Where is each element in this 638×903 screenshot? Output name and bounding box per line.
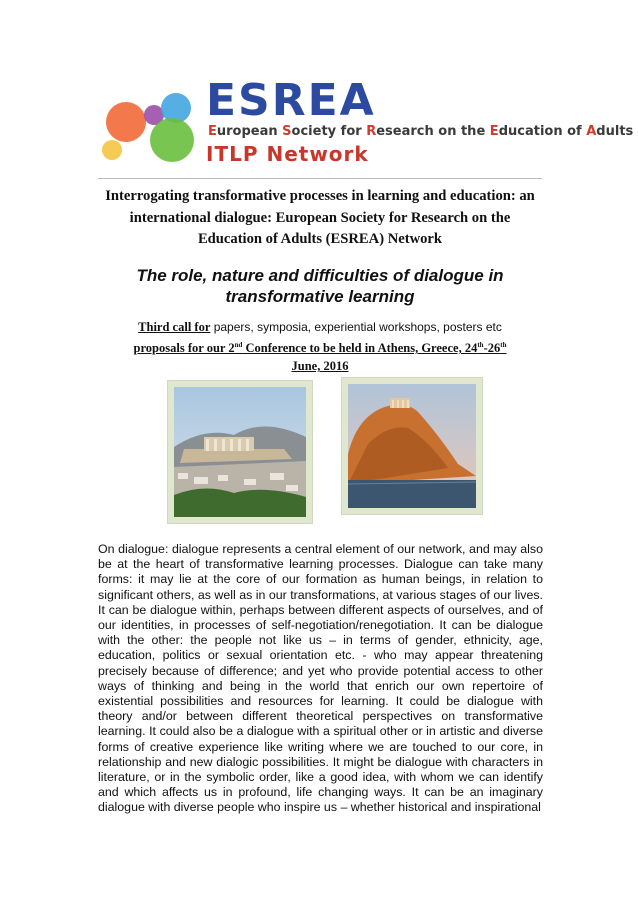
esrea-logo bbox=[98, 75, 634, 178]
acropolis-photo bbox=[168, 381, 312, 523]
document-title: Interrogating transformative processes in learning and education: an international dialogue: European Society for Research on the Education of Adults (ESREA) Network bbox=[105, 188, 535, 247]
sounion-photo bbox=[342, 378, 482, 514]
logo-network-name: ITLP Network bbox=[206, 142, 369, 166]
call-date: June, 2016 bbox=[291, 359, 349, 374]
call-for-papers bbox=[98, 318, 542, 375]
call-conference: proposals for our 2nd Conference to be held in Athens, Greece, 24th-26th bbox=[133, 341, 507, 356]
logo-acronym: ESREA bbox=[206, 75, 376, 126]
acropolis-image bbox=[174, 387, 306, 517]
logo-circles-graphic bbox=[98, 78, 208, 178]
sounion-image bbox=[348, 384, 476, 508]
logo-full-name: European Society for Research on the Education of Adults bbox=[208, 124, 634, 139]
header-divider bbox=[98, 178, 542, 179]
call-lead: Third call for bbox=[138, 320, 211, 334]
document-subtitle: The role, nature and difficulties of dialogue in transformative learning bbox=[136, 266, 504, 306]
body-paragraph: On dialogue: dialogue represents a central element of our network, and may also be at the heart of transformative learning processes. Dialogue can take many forms: it may lie at the core of our formation as human beings, in relation to significant others, as well as in our transformations, at various stages of our lives. It can be dialogue within, perhaps between different aspects of ourselves, and of our identities, in processes of self-negotiation/renegotiation. It can be dialogue with the other: the people not like us – in terms of gender, ethnicity, age, education, politics or sexual orientation etc. - who may appear threatening precisely because of difference; and yet who provide potential access to other ways of thinking and being in the world that enrich our own repertoire of existential possibilities and resources for learning. It could be dialogue with theory and/or between different theoretical perspectives on transformative learning. It could also be a dialogue with a spiritual other or in artistic and diverse forms of creative experience like writing where we are touched to our core, in relationship and new dialogic possibilities. It might be dialogue with characters in literature, or in the symbolic order, like a good idea, with whom we can identify and which affects us in profound, life changing ways. It can be an imaginary dialogue with diverse people who inspire us – whether historical and inspirational bbox=[98, 542, 543, 815]
call-items: papers, symposia, experiential workshops, posters etc bbox=[210, 320, 502, 334]
